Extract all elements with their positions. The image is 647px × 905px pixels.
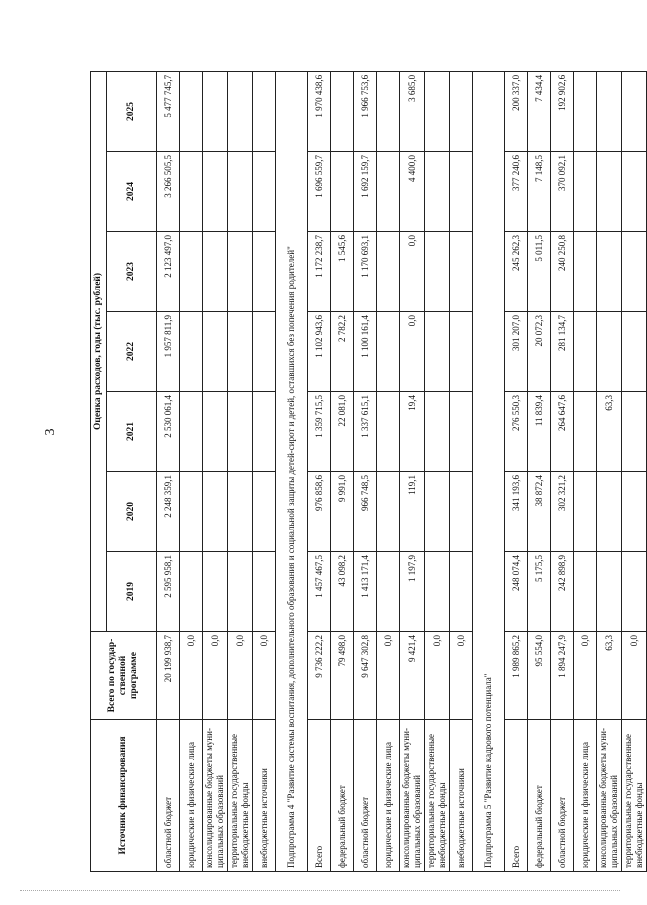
row-total-cell: 0,0 xyxy=(228,632,253,720)
funding-table xyxy=(90,71,647,872)
row-year-cell: 341 193,6 xyxy=(505,472,528,552)
row-year-cell xyxy=(377,392,400,472)
row-year-cell xyxy=(331,71,354,151)
row-year-cell: 264 647,6 xyxy=(551,392,574,472)
row-year-cell xyxy=(180,312,203,392)
row-total-cell: 0,0 xyxy=(425,632,450,720)
row-year-cell: 192 902,6 xyxy=(551,71,574,151)
row-total-cell: 0,0 xyxy=(450,632,473,720)
row-year-cell xyxy=(450,152,473,232)
row-year-cell: 1 970 438,6 xyxy=(308,71,331,151)
row-total-cell: 0,0 xyxy=(574,632,597,720)
row-year-cell: 301 207,0 xyxy=(505,312,528,392)
row-year-cell xyxy=(228,472,253,552)
row-year-cell: 976 858,6 xyxy=(308,472,331,552)
row-year-cell xyxy=(253,312,276,392)
row-source-label: федеральный бюджет xyxy=(528,720,551,872)
row-year-cell xyxy=(574,472,597,552)
row-year-cell xyxy=(180,472,203,552)
table-row xyxy=(331,71,354,871)
row-year-cell xyxy=(180,71,203,151)
row-year-cell xyxy=(622,71,647,151)
row-year-cell: 7 434,4 xyxy=(528,71,551,151)
row-year-cell xyxy=(622,152,647,232)
row-year-cell xyxy=(425,552,450,632)
row-year-cell xyxy=(377,71,400,151)
table-row xyxy=(597,71,622,871)
row-source-label: юридические и физические лица xyxy=(574,720,597,872)
header-estimate: Оценка расходов, годы (тыс. рублей) xyxy=(91,71,107,631)
table-row xyxy=(377,71,400,871)
row-year-cell: 0,0 xyxy=(400,232,425,312)
row-year-cell: 1 172 238,7 xyxy=(308,232,331,312)
row-year-cell: 1 197,9 xyxy=(400,552,425,632)
row-year-cell xyxy=(331,152,354,232)
row-year-cell: 1 545,6 xyxy=(331,232,354,312)
row-year-cell: 2 123 497,0 xyxy=(157,232,180,312)
table-row xyxy=(203,71,228,871)
row-year-cell xyxy=(203,552,228,632)
header-year: 2023 xyxy=(107,232,157,312)
row-year-cell xyxy=(425,152,450,232)
row-year-cell xyxy=(377,472,400,552)
row-year-cell xyxy=(574,312,597,392)
row-year-cell: 281 134,7 xyxy=(551,312,574,392)
row-year-cell xyxy=(622,232,647,312)
row-year-cell xyxy=(203,312,228,392)
row-year-cell: 1 966 753,6 xyxy=(354,71,377,151)
row-year-cell: 7 148,5 xyxy=(528,152,551,232)
row-year-cell xyxy=(450,312,473,392)
row-year-cell xyxy=(180,232,203,312)
row-year-cell: 43 098,2 xyxy=(331,552,354,632)
row-year-cell xyxy=(450,232,473,312)
row-year-cell: 1 457 467,5 xyxy=(308,552,331,632)
table-row xyxy=(400,71,425,871)
row-year-cell xyxy=(574,392,597,472)
row-total-cell: 0,0 xyxy=(203,632,228,720)
row-year-cell xyxy=(228,552,253,632)
table-row xyxy=(253,71,276,871)
table-row xyxy=(354,71,377,871)
table-row xyxy=(180,71,203,871)
row-year-cell: 1 359 715,5 xyxy=(308,392,331,472)
row-year-cell xyxy=(425,232,450,312)
row-year-cell xyxy=(180,552,203,632)
page-bottom-dotted-line xyxy=(20,890,620,891)
row-total-cell: 0,0 xyxy=(622,632,647,720)
row-year-cell xyxy=(597,472,622,552)
row-total-cell: 20 199 938,7 xyxy=(157,632,180,720)
row-source-label: федеральный бюджет xyxy=(331,720,354,872)
row-year-cell xyxy=(574,152,597,232)
row-year-cell xyxy=(203,472,228,552)
row-year-cell: 0,0 xyxy=(400,312,425,392)
row-total-cell: 1 894 247,9 xyxy=(551,632,574,720)
row-year-cell: 966 748,5 xyxy=(354,472,377,552)
row-year-cell xyxy=(425,472,450,552)
row-year-cell: 9 991,0 xyxy=(331,472,354,552)
row-total-cell: 0,0 xyxy=(180,632,203,720)
row-year-cell xyxy=(622,472,647,552)
row-year-cell: 3 685,0 xyxy=(400,71,425,151)
table-row xyxy=(425,71,450,871)
row-year-cell xyxy=(450,392,473,472)
row-year-cell xyxy=(597,552,622,632)
row-year-cell xyxy=(253,472,276,552)
row-year-cell: 248 074,4 xyxy=(505,552,528,632)
row-source-label: консолидированные бюджеты муни-ципальных образований xyxy=(400,720,425,872)
table-row xyxy=(505,71,528,871)
row-year-cell xyxy=(377,232,400,312)
table-row xyxy=(308,71,331,871)
row-year-cell xyxy=(597,152,622,232)
subprogram-row xyxy=(473,71,505,871)
row-year-cell xyxy=(450,71,473,151)
row-year-cell xyxy=(597,232,622,312)
table-row xyxy=(228,71,253,871)
row-total-cell: 9 647 302,8 xyxy=(354,632,377,720)
row-total-cell: 9 421,4 xyxy=(400,632,425,720)
row-source-label: территориальные государственные внебюджетные фонды xyxy=(228,720,253,872)
row-year-cell: 1 337 615,1 xyxy=(354,392,377,472)
row-total-cell: 0,0 xyxy=(377,632,400,720)
row-source-label: консолидированные бюджеты муни-ципальных образований xyxy=(597,720,622,872)
row-year-cell xyxy=(253,552,276,632)
row-year-cell: 1 170 693,1 xyxy=(354,232,377,312)
row-total-cell: 0,0 xyxy=(253,632,276,720)
row-year-cell xyxy=(203,392,228,472)
header-year: 2024 xyxy=(107,152,157,232)
row-year-cell xyxy=(180,392,203,472)
row-year-cell xyxy=(377,312,400,392)
row-year-cell: 1 100 161,4 xyxy=(354,312,377,392)
row-year-cell xyxy=(574,71,597,151)
row-year-cell: 11 839,4 xyxy=(528,392,551,472)
row-year-cell xyxy=(253,71,276,151)
row-year-cell xyxy=(574,232,597,312)
row-year-cell: 242 898,9 xyxy=(551,552,574,632)
row-year-cell xyxy=(377,152,400,232)
row-year-cell xyxy=(228,152,253,232)
row-year-cell: 2 595 958,1 xyxy=(157,552,180,632)
table-row xyxy=(450,71,473,871)
row-source-label: внебюджетные источники xyxy=(450,720,473,872)
row-year-cell xyxy=(253,232,276,312)
row-total-cell: 95 554,0 xyxy=(528,632,551,720)
row-year-cell xyxy=(203,232,228,312)
row-year-cell: 22 081,0 xyxy=(331,392,354,472)
row-year-cell xyxy=(425,312,450,392)
table-row xyxy=(551,71,574,871)
row-year-cell: 276 550,3 xyxy=(505,392,528,472)
table-row xyxy=(528,71,551,871)
row-year-cell xyxy=(450,552,473,632)
row-total-cell: 9 736 222,2 xyxy=(308,632,331,720)
row-year-cell xyxy=(597,71,622,151)
row-year-cell xyxy=(597,312,622,392)
row-year-cell xyxy=(377,552,400,632)
funding-table-sheet xyxy=(90,72,644,872)
row-source-label: областной бюджет xyxy=(354,720,377,872)
row-year-cell xyxy=(253,152,276,232)
page-number: 3 xyxy=(43,428,58,436)
row-year-cell: 4 400,0 xyxy=(400,152,425,232)
row-total-cell: 79 498,0 xyxy=(331,632,354,720)
subprogram-title: Подпрограмма 4 "Развитие системы воспитания, дополнительного образования и социальной защиты детей-сирот и детей, оставшихся без попечения родителей" xyxy=(276,71,308,871)
row-source-label: территориальные государственные внебюджетные фонды xyxy=(425,720,450,872)
row-year-cell xyxy=(253,392,276,472)
row-year-cell xyxy=(228,312,253,392)
row-year-cell: 1 692 159,7 xyxy=(354,152,377,232)
row-source-label: юридические и физические лица xyxy=(377,720,400,872)
row-year-cell xyxy=(622,552,647,632)
row-year-cell: 200 337,0 xyxy=(505,71,528,151)
row-source-label: областной бюджет xyxy=(157,720,180,872)
row-year-cell: 3 266 505,5 xyxy=(157,152,180,232)
table-row xyxy=(157,71,180,871)
row-year-cell: 1 413 171,4 xyxy=(354,552,377,632)
row-year-cell xyxy=(425,71,450,151)
row-year-cell: 19,4 xyxy=(400,392,425,472)
row-year-cell: 1 957 811,9 xyxy=(157,312,180,392)
header-year: 2022 xyxy=(107,312,157,392)
row-total-cell: 1 989 865,2 xyxy=(505,632,528,720)
table-row xyxy=(574,71,597,871)
row-year-cell xyxy=(203,152,228,232)
row-year-cell xyxy=(228,232,253,312)
row-year-cell: 302 321,2 xyxy=(551,472,574,552)
row-year-cell: 370 092,1 xyxy=(551,152,574,232)
row-year-cell: 2 530 061,4 xyxy=(157,392,180,472)
header-year: 2025 xyxy=(107,71,157,151)
row-source-label: территориальные государственные внебюджетные фонды xyxy=(622,720,647,872)
row-year-cell xyxy=(622,312,647,392)
row-source-label: внебюджетные источники xyxy=(253,720,276,872)
row-year-cell xyxy=(203,71,228,151)
header-year: 2020 xyxy=(107,472,157,552)
header-year: 2021 xyxy=(107,392,157,472)
row-total-cell: 63,3 xyxy=(597,632,622,720)
row-year-cell: 20 072,3 xyxy=(528,312,551,392)
row-source-label: Всего xyxy=(505,720,528,872)
row-year-cell: 1 696 559,7 xyxy=(308,152,331,232)
row-year-cell: 1 102 943,6 xyxy=(308,312,331,392)
row-year-cell: 377 240,6 xyxy=(505,152,528,232)
subprogram-title: Подпрограмма 5 "Развитие кадрового потенциала" xyxy=(473,71,505,871)
row-year-cell: 5 477 745,7 xyxy=(157,71,180,151)
header-year: 2019 xyxy=(107,552,157,632)
row-year-cell: 240 250,8 xyxy=(551,232,574,312)
row-source-label: Всего xyxy=(308,720,331,872)
row-year-cell xyxy=(228,392,253,472)
row-year-cell xyxy=(425,392,450,472)
row-year-cell: 2 782,2 xyxy=(331,312,354,392)
row-year-cell xyxy=(622,392,647,472)
row-year-cell: 5 011,5 xyxy=(528,232,551,312)
row-year-cell xyxy=(574,552,597,632)
row-year-cell xyxy=(228,71,253,151)
table-row xyxy=(622,71,647,871)
row-year-cell: 2 248 359,1 xyxy=(157,472,180,552)
subprogram-row xyxy=(276,71,308,871)
row-source-label: юридические и физические лица xyxy=(180,720,203,872)
row-year-cell: 5 175,5 xyxy=(528,552,551,632)
row-year-cell: 245 262,3 xyxy=(505,232,528,312)
row-source-label: консолидированные бюджеты муни-ципальных образований xyxy=(203,720,228,872)
header-source: Источник финансирования xyxy=(91,720,157,872)
row-year-cell: 119,1 xyxy=(400,472,425,552)
row-year-cell: 63,3 xyxy=(597,392,622,472)
row-year-cell xyxy=(180,152,203,232)
row-source-label: областной бюджет xyxy=(551,720,574,872)
row-year-cell: 38 872,4 xyxy=(528,472,551,552)
row-year-cell xyxy=(450,472,473,552)
header-total: Всего по государ-ственной программе xyxy=(91,632,157,720)
